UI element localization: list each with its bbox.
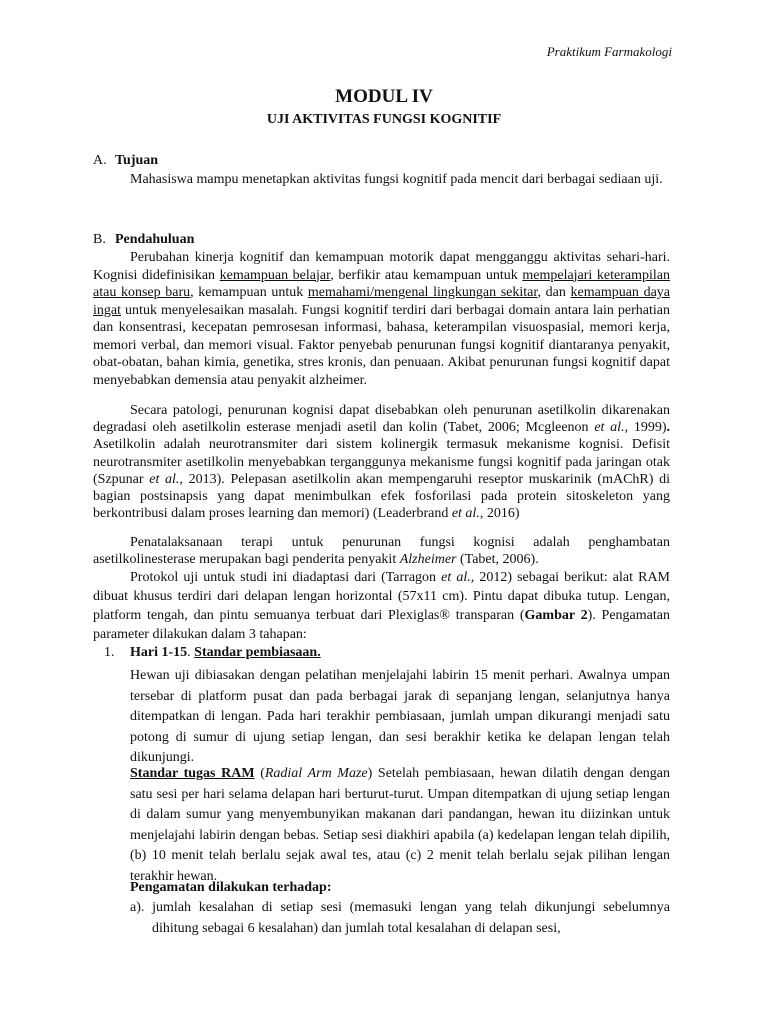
- intro-paragraph-3: [93, 534, 670, 568]
- ram-paragraph: [130, 764, 670, 887]
- section-b-letter: B.: [93, 232, 106, 247]
- ram-text-2: ) Setelah pembiasaan, hewan dilatih dengan dengan satu sesi per hari selama delapan hari berturut-turut. Umpan ditempatkan di ujung setiap lengan di dalam sumur yang menyembunyikan makanan dari pandangan, hewan itu diizinkan untuk menjelajahi labirin dengan bebas. Setiap sesi diakhiri apabila (a) kedelapan lengan telah dipilih, (b) 10 menit telah berlalu sejak awal tes, atau (c) 2 menit telah berlalu sejak pilihan lengan terakhir hewan.: [130, 766, 670, 884]
- list-item-1-heading: [104, 645, 321, 661]
- p2-bold-1: .: [666, 420, 671, 436]
- p1-text-5: untuk menyelesaikan masalah. Fungsi kognitif terdiri dari berbagai domain antara lain perhatian dan konsentrasi, kecepatan pemrosesan informasi, bahasa, keterampilan visuospasial, memori kerja, memori verbal, dan memori visual. Faktor penyebab penurunan fungsi kognitif diantaranya penyakit, obat-obatan, bahan kimia, genetika, stres kronis, dan penuaan. Akibat penurunan fungsi kognitif dapat menyebabkan demensia atau penyakit alzheimer.: [93, 302, 670, 388]
- observation-heading: Pengamatan dilakukan terhadap:: [130, 880, 332, 895]
- p2-italic-3: et al.: [451, 506, 480, 522]
- p1-text-4: , dan: [537, 285, 571, 300]
- section-a-letter: A.: [93, 153, 107, 168]
- p2-text-4: , 2013). Pelepasan asetilkolin akan mempengaruhi reseptor muskarinik (mAChR) di bagian postsinapsis yang dapat menimbulkan efek fosforilasi pada protein sitoskeleton yang berkontribusi dalam proses learning dan memori) (Leaderbrand: [93, 471, 670, 522]
- p2-text-2: , 1999): [624, 420, 667, 436]
- module-title: MODUL IV: [335, 86, 433, 107]
- p2-text-3: Asetilkolin adalah neurotransmiter dari sistem kolinergik termasuk mekanisme kognisi. Defisit neurotransmiter asetilkolin menyebabkan terganggunya mekanisme fungsi kognitif pada jaringan otak (Szpunar: [93, 437, 670, 487]
- section-a-label: Tujuan: [115, 153, 159, 168]
- p1-underline-1: kemampuan belajar: [219, 267, 331, 283]
- section-a-text: Mahasiswa mampu menetapkan aktivitas fungsi kognitif pada mencit dari berbagai sediaan uji.: [130, 172, 663, 187]
- module-subtitle: UJI AKTIVITAS FUNGSI KOGNITIF: [266, 112, 502, 127]
- p1-text-1: Perubahan kinerja kognitif dan kemampuan motorik dapat mengganggu aktivitas sehari-hari. Kognisi didefinisikan: [93, 250, 670, 283]
- list-item-1-subhead: Standar pembiasaan.: [194, 645, 321, 660]
- list-item-1-separator: .: [187, 645, 195, 660]
- p3-text-2: (Tabet, 2006).: [456, 552, 539, 568]
- p1-underline-2: mempelajari keterampilan atau konsep baru: [93, 267, 671, 300]
- section-b-label: Pendahuluan: [115, 232, 195, 247]
- ram-head: Standar tugas RAM: [130, 766, 255, 781]
- p2-text-1: Secara patologi, penurunan kognisi dapat disebabkan oleh penurunan asetilkolin dikarenakan degradasi oleh asetilkolin esterase menjadi asetil dan kolin (Tabet, 2006; Mcgleenon: [93, 403, 670, 436]
- p1-underline-4: kemampuan daya ingat: [93, 285, 670, 318]
- p1-text-2: , berfikir atau kemampuan untuk: [330, 267, 523, 283]
- p4-text-2: , 2012) sebagai berikut: alat RAM dibuat khusus terdiri dari delapan lengan horizontal (57x11 cm). Pintu dapat dibuka tutup. Lengan, platform tengah, dan pintu semuanya terbuat dari Plexiglas® transparan (: [93, 570, 670, 623]
- p3-text-1: Penatalaksanaan terapi untuk penurunan fungsi kognisi adalah penghambatan asetilkolinesterase merupakan bagi penderita penyakit: [93, 535, 670, 568]
- list-item-1-number: 1.: [104, 645, 115, 660]
- p3-italic-1: Alzheimer: [399, 552, 457, 568]
- p2-italic-1: et al.: [594, 420, 625, 436]
- section-a-heading: [93, 153, 158, 169]
- running-header: Praktikum Farmakologi: [546, 44, 672, 59]
- ram-text-1: (: [254, 766, 265, 781]
- intro-paragraph-2: [93, 402, 670, 522]
- observation-item-a: a). jumlah kesalahan di setiap sesi (memasuki lengan yang telah dikunjungi sebelumnya dihitung sebagai 6 kesalahan) dan jumlah total kesalahan di delapan sesi,: [130, 900, 670, 936]
- p4-text-3: ). Pengamatan parameter dilakukan dalam 3 tahapan:: [93, 608, 670, 642]
- section-b-heading: [93, 232, 194, 248]
- p1-text-3: , kemampuan untuk: [190, 285, 308, 300]
- p4-bold-1: Gambar 2: [524, 608, 588, 623]
- p4-text-1: Protokol uji untuk studi ini diadaptasi dari (Tarragon: [130, 570, 442, 585]
- p2-text-5: , 2016): [479, 506, 520, 522]
- intro-paragraph-4: [93, 568, 670, 644]
- p2-italic-2: et al.: [149, 471, 180, 487]
- intro-paragraph-1: [93, 249, 670, 389]
- p1-underline-3: memahami/mengenal lingkungan sekitar: [307, 285, 538, 300]
- p4-italic-1: et al.: [441, 570, 471, 585]
- list-item-1-text: Hewan uji dibiasakan dengan pelatihan menjelajahi labirin 15 menit perhari. Awalnya umpan tersebar di platform pusat dan pada berbagai jarak di sepanjang lengan, selanjutnya hanya ditempatkan di lengan. Pada hari terakhir pembiasaan, jumlah umpan dikurangi menjadi satu potong di sumur di ujung setiap lengan, dan sesi berakhir ketika ke delapan lengan telah dikunjungi.: [130, 668, 670, 765]
- list-item-1-head: Hari 1-15: [130, 645, 188, 660]
- ram-italic-1: Radial Arm Maze: [264, 766, 368, 781]
